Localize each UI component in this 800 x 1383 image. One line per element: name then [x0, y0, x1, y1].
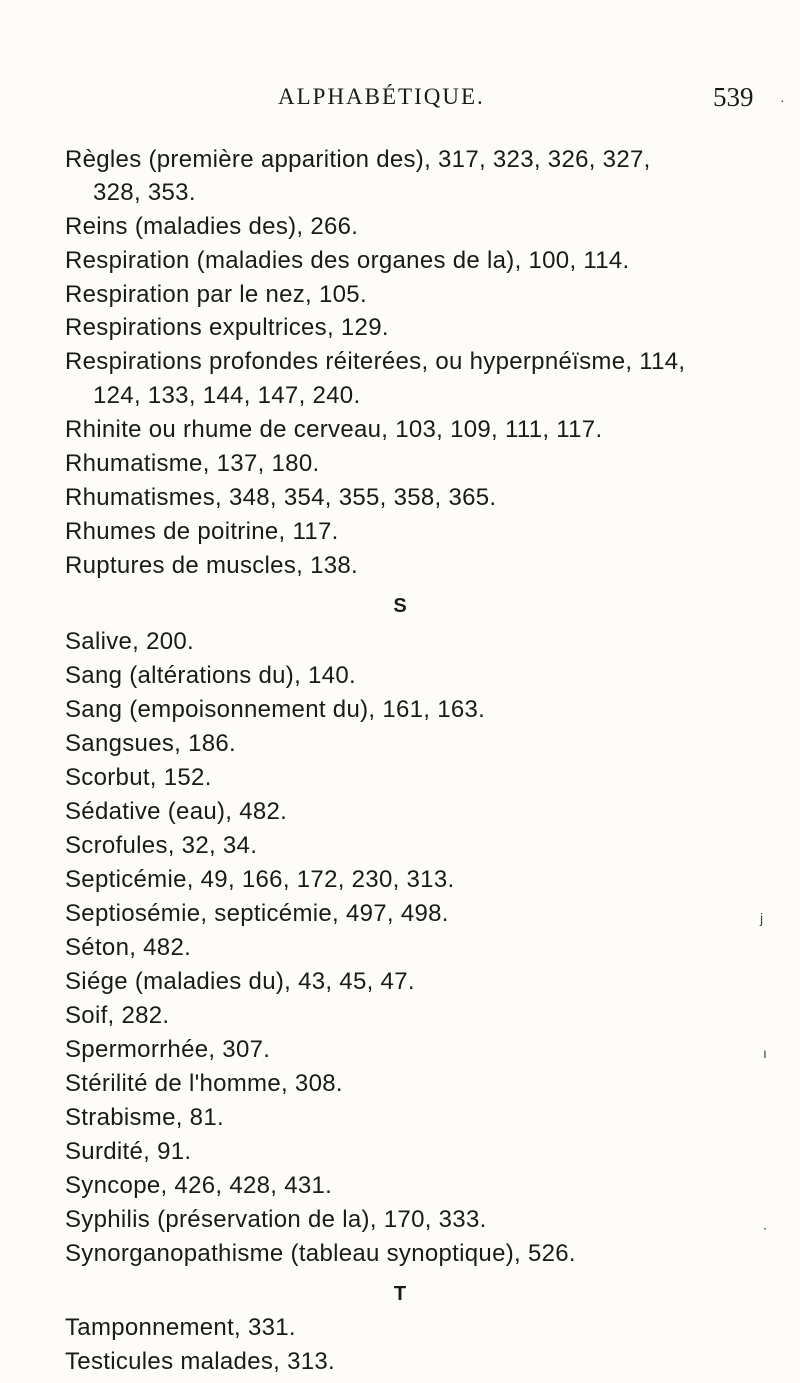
index-entry: Respiration (maladies des organes de la), 100, 114. — [65, 247, 630, 274]
page-header — [0, 84, 800, 124]
index-entry: Synorganopathisme (tableau synoptique), 526. — [65, 1240, 576, 1267]
index-entry: Reins (maladies des), 266. — [65, 213, 359, 240]
index-entry: Sang (empoisonnement du), 161, 163. — [65, 696, 486, 723]
section-letter-t: T — [393, 1283, 407, 1305]
index-entry: Tamponnement, 331. — [65, 1314, 296, 1341]
index-entry: Spermorrhée, 307. — [65, 1036, 271, 1063]
index-entry: Rhumes de poitrine, 117. — [65, 518, 339, 545]
margin-speck: ı — [763, 1045, 767, 1061]
page-number: 539 — [713, 82, 754, 112]
index-entry: Rhinite ou rhume de cerveau, 103, 109, 111, 117. — [65, 416, 603, 443]
index-entry: Rhumatisme, 137, 180. — [65, 450, 320, 477]
index-entry-continuation: 328, 353. — [93, 179, 196, 206]
index-entry: Respiration par le nez, 105. — [65, 281, 367, 308]
index-entry: Sédative (eau), 482. — [65, 798, 288, 825]
index-entry: Septiosémie, septicémie, 497, 498. — [65, 900, 449, 927]
index-entry: Séton, 482. — [65, 934, 192, 961]
running-title: ALPHABÉTIQUE. — [278, 84, 485, 109]
index-entry: Respirations expultrices, 129. — [65, 314, 389, 341]
index-entry: Soif, 282. — [65, 1002, 170, 1029]
index-entry: Strabisme, 81. — [65, 1104, 224, 1131]
index-entry: Stérilité de l'homme, 308. — [65, 1070, 343, 1097]
margin-speck: ˎ — [763, 1214, 768, 1230]
index-entry: Rhumatismes, 348, 354, 355, 358, 365. — [65, 484, 497, 511]
margin-speck: · — [780, 92, 785, 108]
index-entry: Sangsues, 186. — [65, 730, 236, 757]
index-entry: Ruptures de muscles, 138. — [65, 552, 358, 579]
index-entry: Testicules malades, 313. — [65, 1348, 336, 1375]
index-entry: Règles (première apparition des), 317, 323, 326, 327, — [65, 146, 651, 173]
index-entry: Surdité, 91. — [65, 1138, 192, 1165]
index-entry: Salive, 200. — [65, 628, 195, 655]
index-entry: Septicémie, 49, 166, 172, 230, 313. — [65, 866, 455, 893]
index-entry: Siége (maladies du), 43, 45, 47. — [65, 968, 415, 995]
index-entry: Syphilis (préservation de la), 170, 333. — [65, 1206, 487, 1233]
index-entry-continuation: 124, 133, 144, 147, 240. — [93, 382, 361, 409]
index-entry: Syncope, 426, 428, 431. — [65, 1172, 333, 1199]
margin-speck: j — [760, 910, 764, 926]
section-letter-s: S — [393, 595, 407, 617]
index-entry: Scrofules, 32, 34. — [65, 832, 258, 859]
index-entry: Sang (altérations du), 140. — [65, 662, 356, 689]
index-entry: Scorbut, 152. — [65, 764, 212, 791]
index-entry: Respirations profondes réiterées, ou hyperpnéïsme, 114, — [65, 348, 686, 375]
